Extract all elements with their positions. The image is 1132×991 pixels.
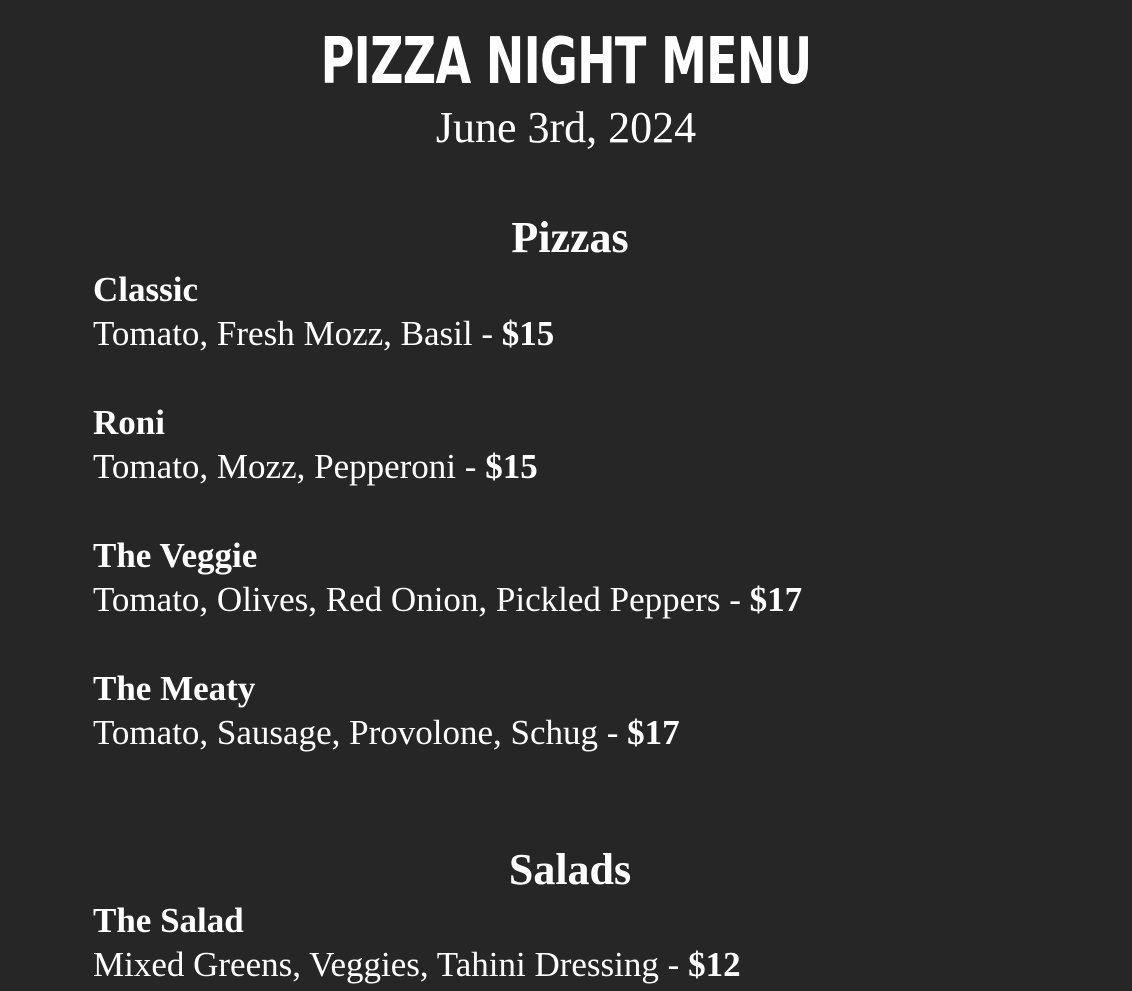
item-price: $15 <box>485 447 538 486</box>
item-price: $12 <box>688 945 741 984</box>
item-description-line <box>93 311 1093 357</box>
item-name: The Veggie <box>93 536 258 575</box>
item-name: Classic <box>93 270 198 309</box>
menu-item <box>93 401 1093 490</box>
item-description-line <box>93 444 1093 490</box>
menu-item <box>93 667 1093 756</box>
item-description: Tomato, Olives, Red Onion, Pickled Peppers - <box>93 580 750 619</box>
item-name: The Salad <box>93 901 244 940</box>
menu-item <box>93 899 1093 988</box>
menu-item <box>93 268 1093 357</box>
item-description-line <box>93 577 1093 623</box>
item-description: Mixed Greens, Veggies, Tahini Dressing - <box>93 945 689 984</box>
item-name: The Meaty <box>93 669 256 708</box>
section-heading-salads: Salads <box>508 845 632 894</box>
menu-title: PIZZA NIGHT MENU <box>320 25 812 99</box>
menu-date: June 3rd, 2024 <box>435 103 697 152</box>
menu-item <box>93 534 1093 623</box>
item-description-line <box>93 710 1093 756</box>
item-price: $17 <box>749 580 803 619</box>
item-price: $15 <box>501 314 555 353</box>
item-description: Tomato, Fresh Mozz, Basil - <box>93 314 502 353</box>
item-description-line <box>93 942 1093 988</box>
section-heading-pizzas: Pizzas <box>511 213 629 262</box>
item-description: Tomato, Mozz, Pepperoni - <box>93 447 486 486</box>
item-price: $17 <box>627 713 680 752</box>
item-description: Tomato, Sausage, Provolone, Schug - <box>93 713 628 752</box>
item-name: Roni <box>93 403 165 442</box>
